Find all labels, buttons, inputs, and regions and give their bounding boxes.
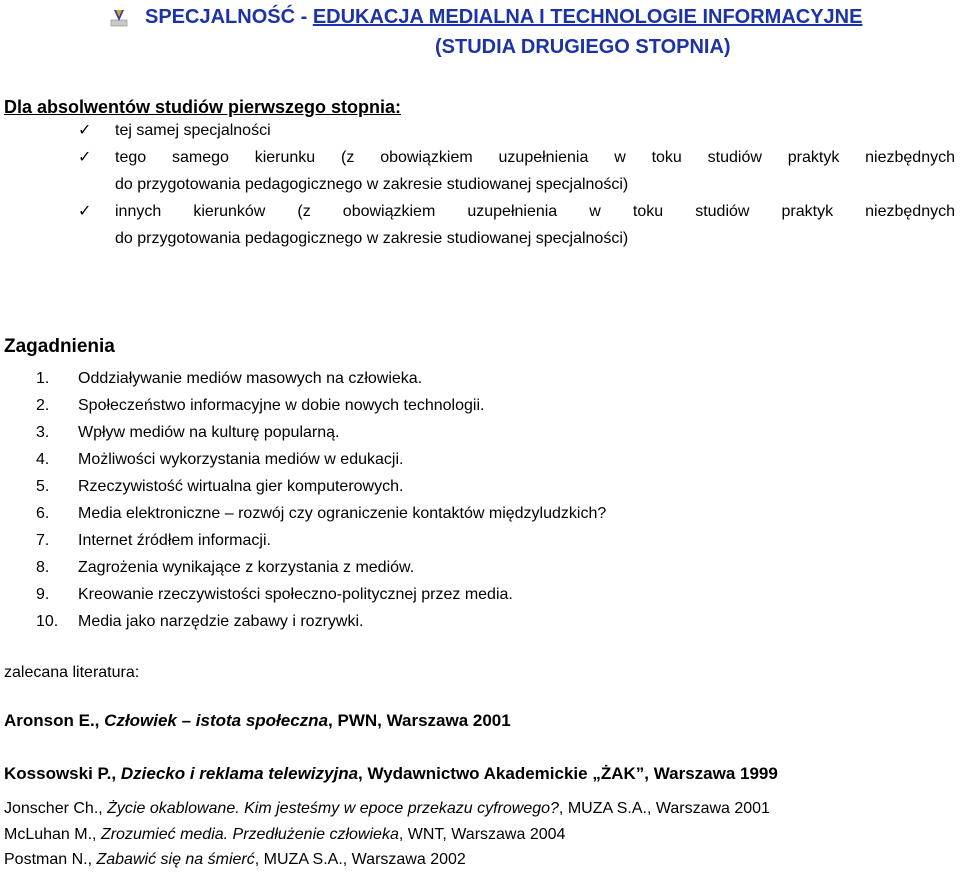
- list-number: 9.: [36, 586, 50, 603]
- ref-publisher: , MUZA S.A., Warszawa 2001: [558, 800, 770, 817]
- ref-publisher: , PWN, Warszawa 2001: [328, 711, 511, 730]
- eligibility-item-continued: do przygotowania pedagogicznego w zakresie studiowanej specjalności): [115, 176, 629, 193]
- eligibility-item: innych kierunków (z obowiązkiem uzupełnienia w toku studiów praktyk niezbędnych: [115, 203, 955, 220]
- list-number: 4.: [36, 451, 50, 468]
- eligibility-item-continued: do przygotowania pedagogicznego w zakresie studiowanej specjalności): [115, 230, 629, 247]
- page-title: [145, 6, 862, 28]
- ref-author: Postman N.,: [4, 851, 97, 868]
- ref-publisher: , MUZA S.A., Warszawa 2002: [254, 851, 466, 868]
- literature-heading: zalecana literatura:: [4, 664, 140, 681]
- reference-item: [4, 710, 511, 732]
- list-text: Wpływ mediów na kulturę popularną.: [78, 424, 340, 441]
- title-prefix: SPECJALNOŚĆ -: [145, 6, 313, 28]
- ref-title: Zabawić się na śmierć: [96, 851, 255, 868]
- page-subtitle: (STUDIA DRUGIEGO STOPNIA): [435, 36, 731, 58]
- reference-item: [4, 798, 770, 820]
- list-number: 2.: [36, 397, 50, 414]
- ref-author: McLuhan M.,: [4, 826, 101, 843]
- list-number: 6.: [36, 505, 50, 522]
- list-item: [36, 611, 363, 633]
- list-item: [36, 395, 484, 417]
- list-number: 8.: [36, 559, 50, 576]
- reference-item: [4, 824, 565, 846]
- reference-item: [4, 763, 778, 785]
- eligibility-heading: Dla absolwentów studiów pierwszego stopnia:: [4, 97, 402, 117]
- list-text: Media elektroniczne – rozwój czy ograniczenie kontaktów międzyludzkich?: [78, 505, 607, 522]
- list-text: Kreowanie rzeczywistości społeczno-politycznej przez media.: [78, 586, 513, 603]
- list-item: [36, 503, 606, 525]
- ref-title: Zrozumieć media. Przedłużenie człowieka: [100, 826, 399, 843]
- ref-title: Dziecko i reklama telewizyjna: [120, 764, 359, 783]
- list-text: Społeczeństwo informacyjne w dobie nowych technologii.: [78, 397, 485, 414]
- list-text: Oddziaływanie mediów masowych na człowieka.: [78, 370, 423, 387]
- arrow-bullet-icon: [108, 7, 130, 29]
- ref-publisher: , WNT, Warszawa 2004: [398, 826, 566, 843]
- list-number: 1.: [36, 370, 50, 387]
- ref-author: Kossowski P.,: [4, 764, 121, 783]
- list-item: [36, 449, 403, 471]
- ref-title: Człowiek – istota społeczna: [104, 711, 329, 730]
- list-item: [36, 530, 271, 552]
- topics-heading: Zagadnienia: [4, 336, 115, 357]
- ref-publisher: , Wydawnictwo Akademickie „ŻAK”, Warszawa 1999: [358, 764, 778, 783]
- list-item: [36, 584, 513, 606]
- ref-author: Aronson E.,: [4, 711, 105, 730]
- list-text: Możliwości wykorzystania mediów w edukacji.: [78, 451, 404, 468]
- list-number: 5.: [36, 478, 50, 495]
- list-item: [36, 422, 339, 444]
- list-text: Zagrożenia wynikające z korzystania z mediów.: [78, 559, 415, 576]
- eligibility-item: tej samej specjalności: [115, 122, 271, 139]
- check-icon: ✓: [78, 203, 92, 220]
- ref-author: Jonscher Ch.,: [4, 800, 108, 817]
- ref-title: Życie okablowane. Kim jesteśmy w epoce przekazu cyfrowego?: [107, 800, 559, 817]
- eligibility-item: tego samego kierunku (z obowiązkiem uzupełnienia w toku studiów praktyk niezbędnych: [115, 149, 955, 166]
- check-icon: ✓: [78, 122, 92, 139]
- list-number: 3.: [36, 424, 50, 441]
- list-number: 10.: [36, 613, 59, 630]
- reference-item: [4, 849, 466, 871]
- check-icon: ✓: [78, 149, 92, 166]
- list-text: Internet źródłem informacji.: [78, 532, 271, 549]
- list-item: [36, 557, 414, 579]
- list-text: Media jako narzędzie zabawy i rozrywki.: [78, 613, 364, 630]
- list-item: [36, 476, 403, 498]
- list-number: 7.: [36, 532, 50, 549]
- list-text: Rzeczywistość wirtualna gier komputerowych.: [78, 478, 404, 495]
- title-main: EDUKACJA MEDIALNA I TECHNOLOGIE INFORMACYJNE: [312, 6, 863, 28]
- list-item: [36, 368, 422, 390]
